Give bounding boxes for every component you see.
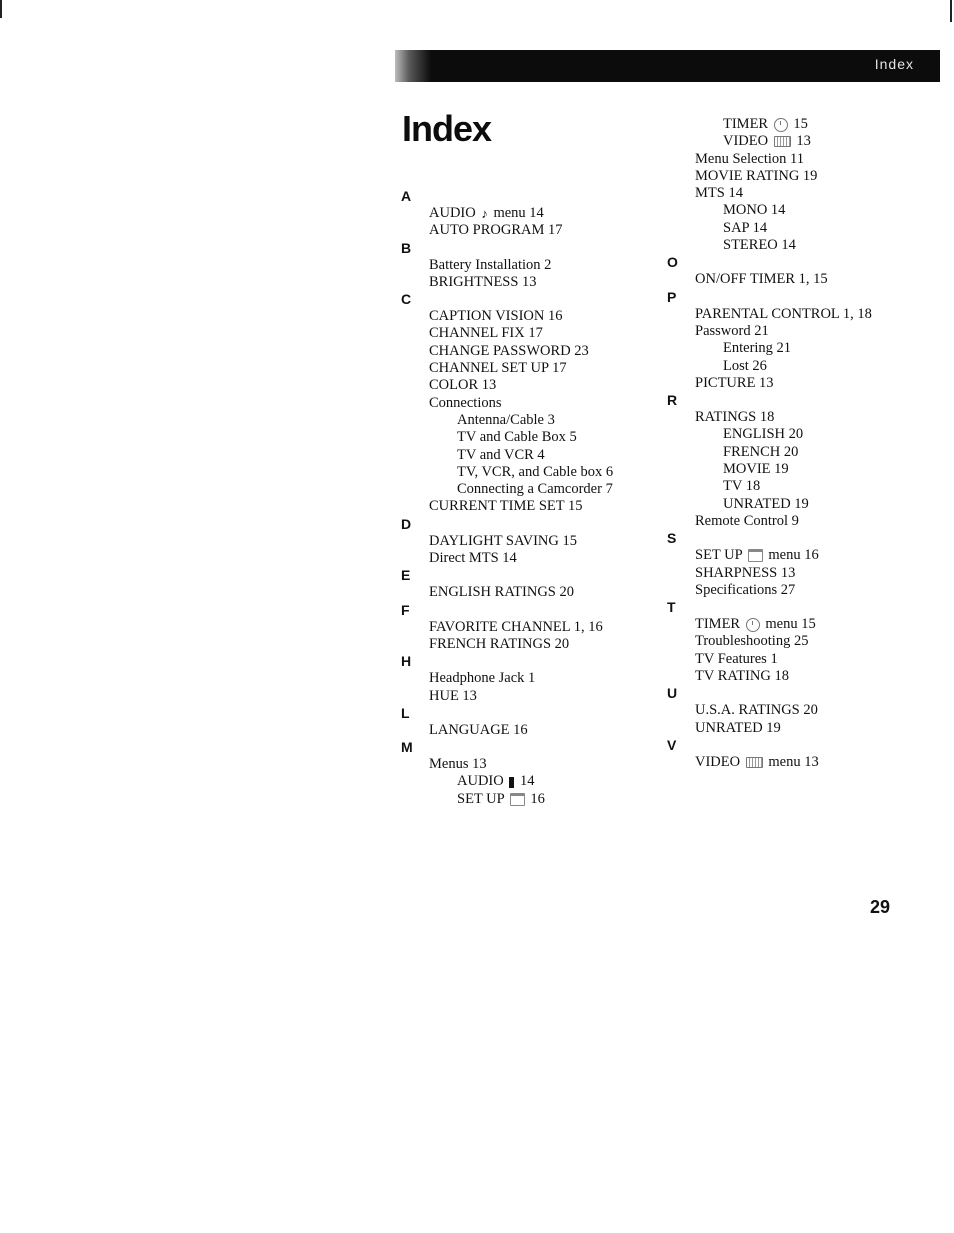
section-letter: O	[667, 254, 678, 271]
entry-text: RATINGS 18	[695, 409, 775, 426]
right-edge-mark	[950, 0, 952, 22]
index-entry	[667, 340, 937, 357]
entry-text: Remote Control 9	[695, 512, 799, 529]
index-section	[401, 739, 651, 808]
index-entry	[667, 478, 937, 495]
index-entry	[401, 584, 651, 601]
section-letter: H	[401, 653, 412, 670]
entry-text: TIMER	[723, 116, 772, 132]
index-entry	[667, 323, 937, 340]
entry-text: Antenna/Cable 3	[457, 411, 555, 428]
entry-text: Connections	[429, 394, 502, 411]
index-section	[401, 567, 651, 601]
entry-text: Troubleshooting 25	[695, 633, 809, 650]
index-entry	[667, 461, 937, 478]
index-section	[667, 116, 937, 254]
entry-text: AUDIO	[429, 205, 480, 221]
section-letter: U	[667, 685, 678, 702]
entry-text: SAP 14	[723, 219, 768, 236]
index-section	[401, 291, 651, 516]
index-entry	[667, 358, 937, 375]
entry-text: Battery Installation 2	[429, 256, 552, 273]
entry-text: LANGUAGE 16	[429, 721, 528, 738]
index-entry	[401, 308, 651, 325]
index-entry	[667, 565, 937, 582]
index-entry	[667, 754, 937, 771]
section-letter: S	[667, 530, 677, 547]
entry-text: Entering 21	[723, 340, 792, 357]
entry-text: COLOR 13	[429, 377, 497, 394]
entry-text: VIDEO	[723, 133, 772, 150]
index-section	[667, 685, 937, 737]
entry-text: MONO 14	[723, 202, 786, 219]
index-entry	[667, 202, 937, 219]
entry-text: Menus 13	[429, 756, 487, 773]
index-column-left	[401, 188, 651, 808]
entry-page-ref: menu 16	[764, 547, 819, 564]
entry-text: MOVIE RATING 19	[695, 167, 818, 184]
index-section	[401, 602, 651, 654]
video-icon	[746, 757, 763, 768]
index-entry	[667, 633, 937, 650]
header-label: Index	[874, 56, 914, 72]
section-letter: B	[401, 239, 412, 256]
index-entry	[401, 670, 651, 687]
audio-block-icon	[509, 777, 514, 788]
index-entry	[401, 412, 651, 429]
index-entry	[667, 271, 937, 288]
entry-text: PARENTAL CONTROL 1, 18	[695, 305, 872, 322]
index-entry	[401, 222, 651, 239]
entry-text: MOVIE 19	[723, 461, 789, 478]
index-section	[667, 530, 937, 599]
index-section	[401, 653, 651, 705]
entry-text: FAVORITE CHANNEL 1, 16	[429, 618, 603, 635]
entry-text: TV and Cable Box 5	[457, 429, 577, 446]
section-letter: E	[401, 567, 411, 584]
entry-text: Connecting a Camcorder 7	[457, 481, 613, 498]
section-letter: D	[401, 515, 412, 532]
index-entry	[401, 257, 651, 274]
entry-text: UNRATED 19	[723, 495, 809, 512]
index-entry	[401, 447, 651, 464]
entry-page-ref: menu 13	[764, 753, 819, 770]
index-entry	[401, 722, 651, 739]
index-section	[667, 737, 937, 771]
entry-text: TV Features 1	[695, 650, 778, 667]
index-entry	[667, 151, 937, 168]
section-letter: M	[401, 739, 413, 756]
index-entry	[667, 133, 937, 150]
index-section	[667, 254, 937, 288]
entry-text: ENGLISH 20	[723, 426, 804, 443]
index-entry	[401, 325, 651, 342]
index-entry	[401, 343, 651, 360]
entry-text: TV and VCR 4	[457, 446, 545, 463]
entry-text: FRENCH RATINGS 20	[429, 635, 570, 652]
music-note-icon: ♪	[481, 206, 488, 222]
index-column-right	[667, 116, 937, 771]
clock-icon	[746, 618, 760, 632]
entry-text: Menu Selection 11	[695, 150, 804, 167]
entry-text: ENGLISH RATINGS 20	[429, 584, 574, 601]
entry-text: Direct MTS 14	[429, 550, 517, 567]
entry-text: PICTURE 13	[695, 374, 774, 391]
index-entry	[667, 185, 937, 202]
entry-text: STEREO 14	[723, 237, 796, 254]
index-entry	[401, 688, 651, 705]
section-letter: V	[667, 736, 677, 753]
entry-text: AUTO PROGRAM 17	[429, 222, 563, 239]
header-bar	[395, 50, 940, 82]
index-entry	[401, 481, 651, 498]
page-number: 29	[870, 897, 891, 917]
entry-text: VIDEO	[695, 753, 744, 770]
entry-text: DAYLIGHT SAVING 15	[429, 532, 577, 549]
index-section	[667, 392, 937, 530]
entry-page-ref: menu 15	[761, 616, 816, 633]
index-entry	[667, 720, 937, 737]
entry-text: TV 18	[723, 478, 761, 495]
index-entry	[401, 395, 651, 412]
entry-text: CHANGE PASSWORD 23	[429, 342, 589, 359]
index-entry	[667, 444, 937, 461]
entry-text: HUE 13	[429, 687, 477, 704]
index-entry	[667, 547, 937, 564]
index-section	[667, 289, 937, 392]
index-entry	[667, 409, 937, 426]
page-title: Index	[402, 108, 492, 149]
section-letter: L	[401, 704, 410, 721]
entry-page-ref: 14	[516, 773, 535, 790]
index-entry	[401, 360, 651, 377]
index-entry	[667, 702, 937, 719]
index-section	[401, 240, 651, 292]
entry-page-ref: 15	[789, 116, 808, 132]
entry-text: Lost 26	[723, 357, 767, 374]
index-entry	[667, 116, 937, 133]
entry-text: AUDIO	[457, 773, 508, 790]
entry-text: SET UP	[695, 547, 746, 564]
entry-text: CHANNEL SET UP 17	[429, 360, 567, 377]
section-letter: A	[401, 188, 412, 204]
entry-text: ON/OFF TIMER 1, 15	[695, 271, 828, 288]
section-letter: R	[667, 392, 678, 409]
index-entry	[667, 426, 937, 443]
entry-text: TIMER	[695, 616, 744, 633]
index-entry	[667, 513, 937, 530]
entry-text: Password 21	[695, 322, 769, 339]
section-letter: T	[667, 599, 676, 616]
entry-text: MTS 14	[695, 185, 743, 202]
setup-icon	[510, 793, 525, 806]
entry-text: TV, VCR, and Cable box 6	[457, 463, 614, 480]
index-entry	[401, 636, 651, 653]
index-entry	[667, 306, 937, 323]
entry-text: CURRENT TIME SET 15	[429, 498, 583, 515]
index-entry	[401, 377, 651, 394]
index-entry	[401, 533, 651, 550]
entry-text: Headphone Jack 1	[429, 670, 536, 687]
index-entry	[667, 375, 937, 392]
entry-page-ref: 16	[526, 790, 545, 807]
index-entry	[667, 168, 937, 185]
index-entry	[667, 582, 937, 599]
clock-icon	[774, 118, 788, 132]
index-entry	[401, 464, 651, 481]
entry-text: SHARPNESS 13	[695, 564, 796, 581]
section-letter: P	[667, 288, 677, 305]
index-entry	[401, 550, 651, 567]
index-section	[401, 188, 651, 240]
entry-page-ref: 13	[792, 133, 811, 150]
setup-icon	[748, 549, 763, 562]
index-entry	[667, 668, 937, 685]
entry-text: BRIGHTNESS 13	[429, 273, 537, 290]
section-letter: F	[401, 601, 410, 618]
index-entry	[401, 429, 651, 446]
entry-text: TV RATING 18	[695, 668, 789, 685]
entry-text: Specifications 27	[695, 581, 796, 598]
index-entry	[667, 237, 937, 254]
index-entry	[667, 651, 937, 668]
index-entry	[401, 756, 651, 773]
index-entry	[401, 791, 651, 808]
index-entry	[401, 205, 651, 222]
entry-text: CAPTION VISION 16	[429, 308, 563, 325]
index-section	[401, 516, 651, 568]
section-letter: C	[401, 291, 412, 308]
entry-text: FRENCH 20	[723, 443, 799, 460]
entry-text: U.S.A. RATINGS 20	[695, 702, 818, 719]
index-entry	[401, 498, 651, 515]
index-entry	[401, 773, 651, 790]
entry-text: CHANNEL FIX 17	[429, 325, 543, 342]
index-entry	[667, 616, 937, 633]
index-entry	[401, 274, 651, 291]
index-entry	[667, 496, 937, 513]
entry-page-ref: menu 14	[489, 205, 544, 221]
index-section	[401, 705, 651, 739]
index-entry	[667, 220, 937, 237]
index-entry	[401, 619, 651, 636]
entry-text: UNRATED 19	[695, 719, 781, 736]
left-edge-mark	[0, 0, 2, 18]
video-icon	[774, 136, 791, 147]
entry-text: SET UP	[457, 790, 508, 807]
index-section	[667, 599, 937, 685]
